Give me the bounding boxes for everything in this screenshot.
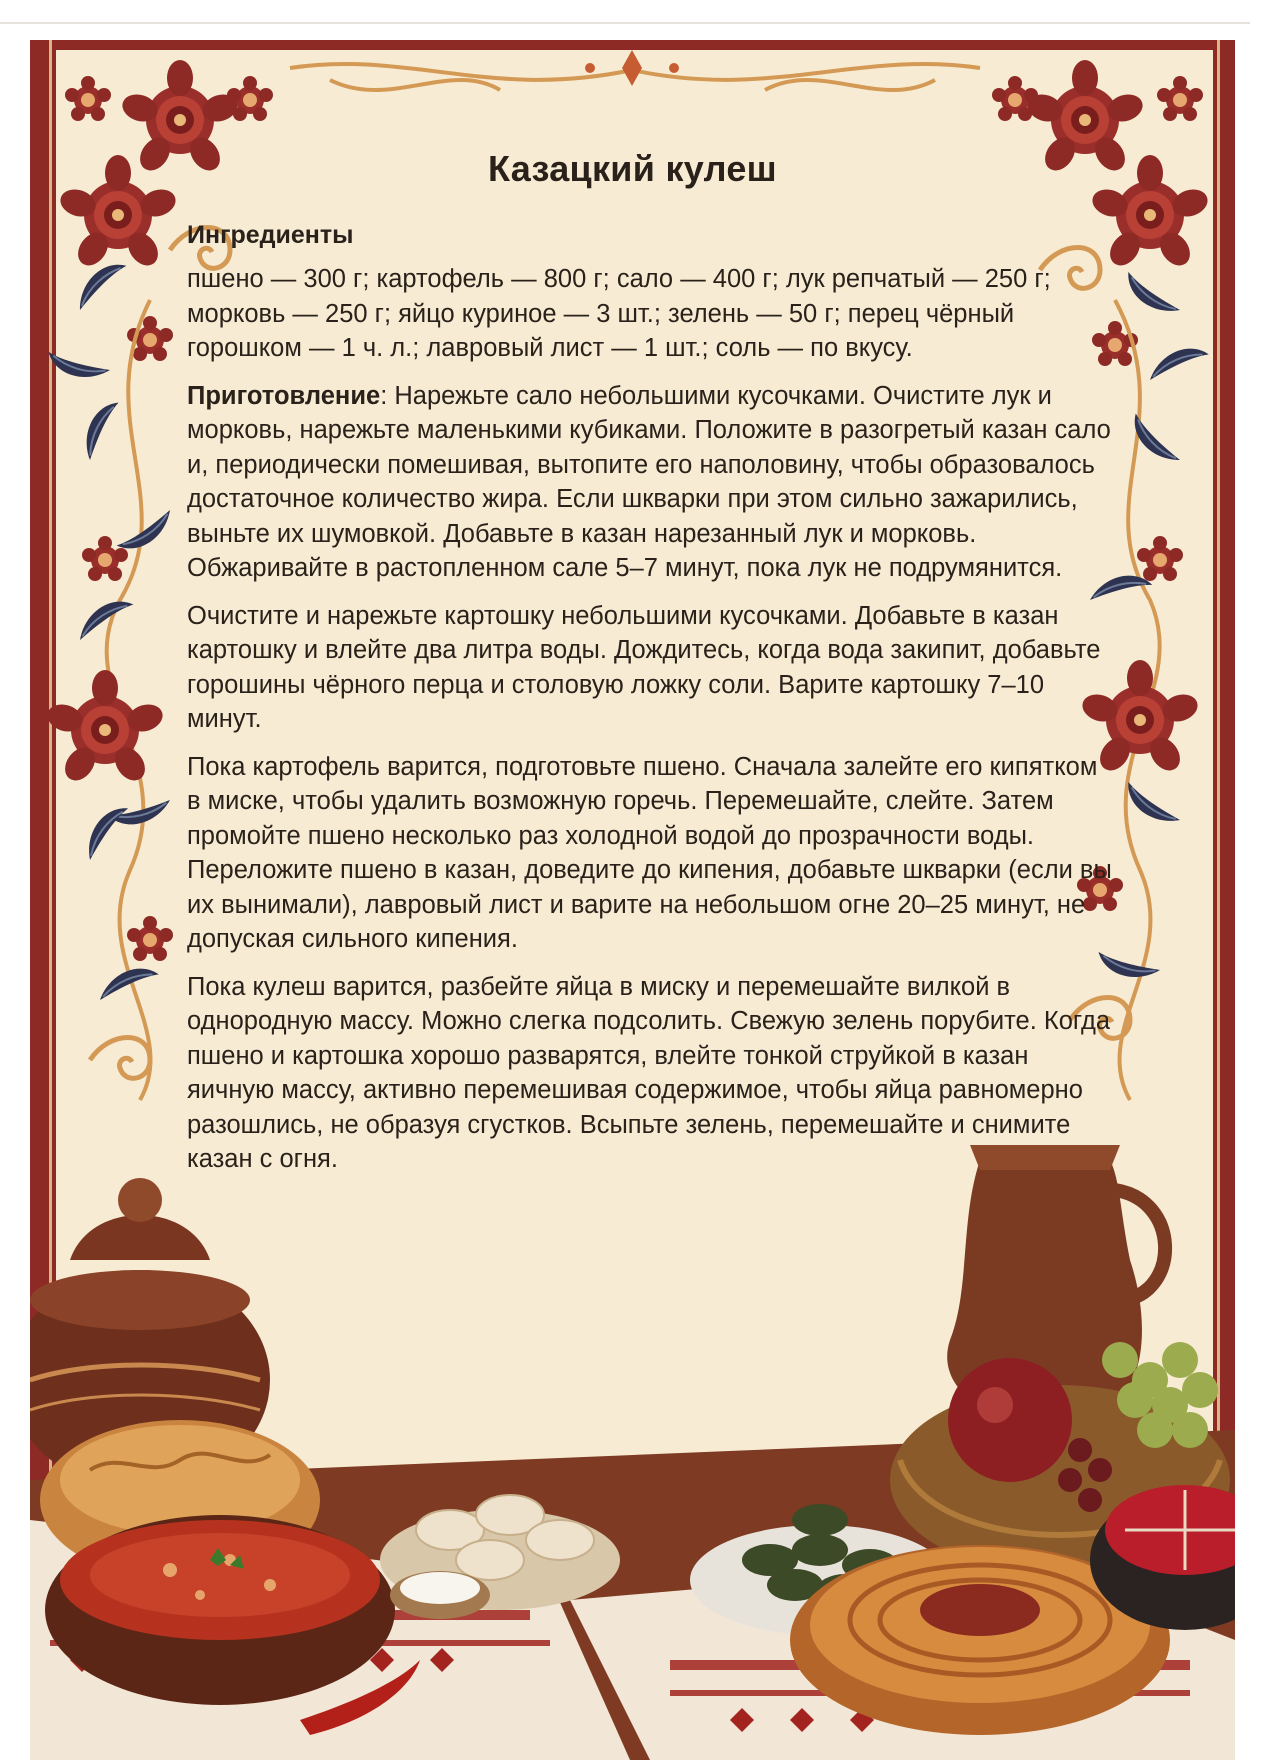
ingredients-list: пшено — 300 г; картофель — 800 г; сало — 400 г; лук репчатый — 250 г; морковь — 250 г; яйцо куриное — 3 шт.; зелень — 50 г; перец чёрный горошком — 1 ч. л.; лавровый лист — 1 шт.; соль — по вкусу. bbox=[187, 265, 1051, 362]
recipe-sheet bbox=[30, 40, 1235, 1760]
borscht-bowl bbox=[45, 1515, 395, 1705]
ingredients-heading: Ингредиенты bbox=[187, 221, 354, 249]
preparation-step-1 bbox=[187, 379, 1117, 586]
preparation-step-2: Очистите и нарежьте картошку небольшими кусочками. Добавьте в казан картошку и влейте два литра воды. Дождитесь, когда вода закипит, добавьте горошины чёрного перца и столовую ложку соли. Варите картошку 7–10 минут. bbox=[187, 601, 1101, 733]
preparation-text: : Нарежьте сало небольшими кусочками. Очистите лук и морковь, нарежьте маленькими кубиками. Положите в разогретый казан сало и, периодически помешивая, вытопите его наполовину, чтобы образовалось достаточное количество жира. Если шкварки при этом сильно зажарились, выньте их шумовкой. Добавьте в казан нарезанный лук и морковь. Обжаривайте в растопленном сале 5–7 минут, пока лук не подрумянится. bbox=[187, 381, 1111, 582]
recipe-body bbox=[187, 218, 1117, 1190]
preparation-label: Приготовление bbox=[187, 381, 381, 410]
preparation-step-4: Пока кулеш варится, разбейте яйца в миску и перемешайте вилкой в однородную массу. Можно слегка подсолить. Свежую зелень порубите. Когда пшено и картошка хорошо разварятся, влейте тонкой струйкой в казан яичную массу, активно перемешивая содержимое, чтобы яйца равномерно разошлись, не образуя сгустков. Всыпьте зелень, перемешайте и снимите казан с огня. bbox=[187, 972, 1111, 1173]
scan-edge-line bbox=[0, 22, 1250, 24]
recipe-title: Казацкий кулеш bbox=[488, 148, 777, 189]
preparation-step-3: Пока картофель варится, подготовьте пшено. Сначала залейте его кипятком в миске, чтобы удалить возможную горечь. Перемешайте, слейте. Затем промойте пшено несколько раз холодной водой до прозрачности воды. Переложите пшено в казан, доведите до кипения, добавьте шкварки (если вы их вынимали), лавровый лист и варите на небольшом огне 20–25 минут, не допуская сильного кипения. bbox=[187, 752, 1112, 953]
